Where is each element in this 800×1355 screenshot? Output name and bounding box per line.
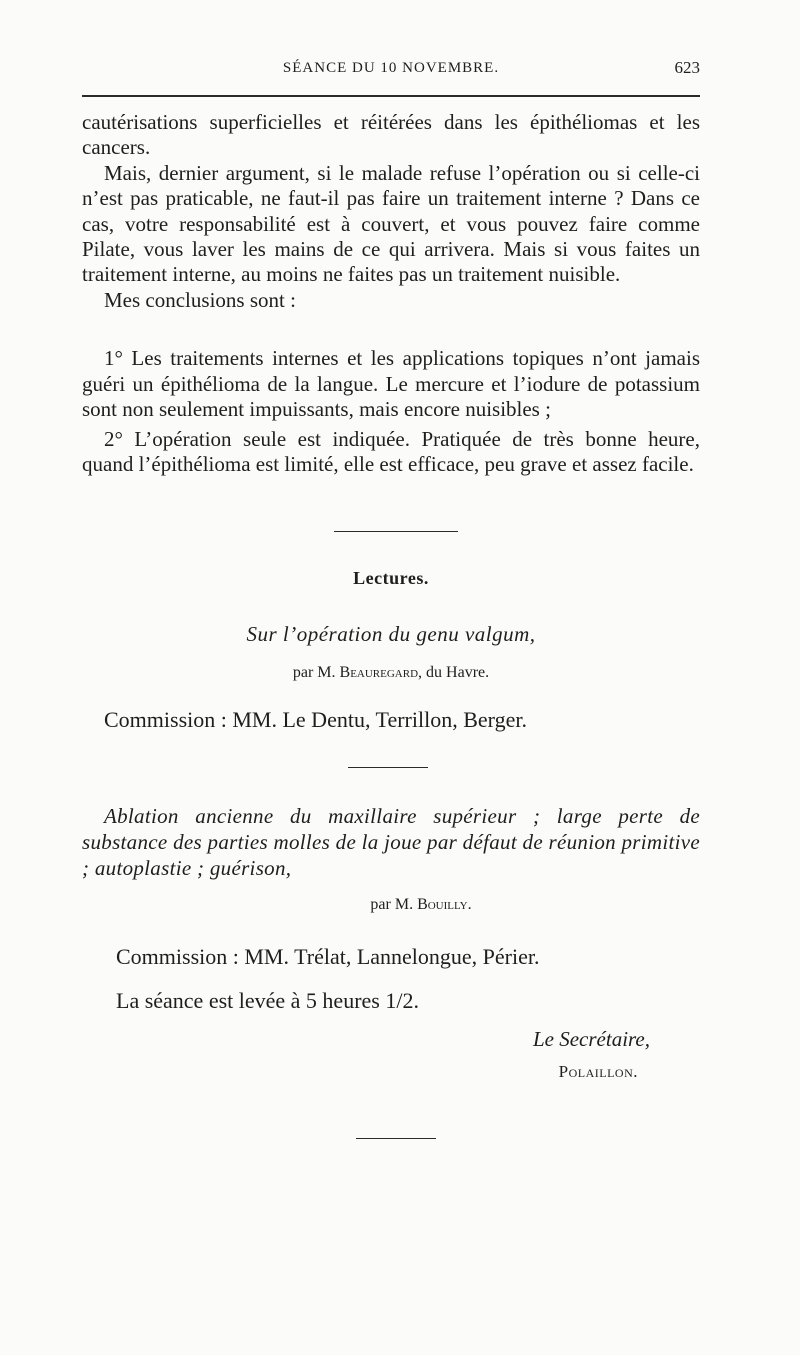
section-heading-lectures: Lectures. (353, 568, 429, 588)
lecture-2-byline (82, 896, 700, 914)
author-name: Bouilly (417, 896, 468, 913)
conclusion-1: 1° Les traitements internes et les applications topiques n’ont jamais guéri un épithélioma de la langue. Le mercure et l’iodure de potassium sont non seulement impuissants, mais encore nuisibles ; (82, 346, 700, 422)
signature-name: Polaillon. (558, 1062, 638, 1081)
running-head (82, 56, 700, 84)
lecture-1-title: Sur l’opération du genu valgum, (246, 622, 536, 646)
lecture-2-commission: Commission : MM. Trélat, Lannelongue, Périer. (116, 944, 540, 969)
byline-suffix: . (467, 896, 472, 913)
end-divider (356, 1138, 436, 1139)
closing-statement: La séance est levée à 5 heures 1/2. (116, 988, 419, 1013)
byline-suffix: , du Havre. (418, 664, 490, 681)
discussion-text (82, 110, 700, 313)
paragraph-argument: Mais, dernier argument, si le malade refuse l’opération ou si celle-ci n’est pas praticable, ne faut-il pas faire un traitement interne ? Dans ce cas, votre responsabilité est à couvert, et vous pouvez faire comme Pilate, vous laver les mains de ce qui arrivera. Mais si vous faites un traitement interne, au moins ne faites pas un traitement nuisible. (82, 160, 700, 287)
lecture-1-byline (82, 664, 700, 682)
paragraph-conclusions-intro: Mes conclusions sont : (104, 287, 296, 312)
paragraph-continuation: cautérisations superficielles et réitérées dans les épithéliomas et les cancers. (82, 110, 700, 160)
section-divider-1 (334, 531, 458, 532)
running-title: SÉANCE DU 10 NOVEMBRE. (282, 60, 500, 76)
header-rule (82, 95, 700, 97)
lecture-1-commission: Commission : MM. Le Dentu, Terrillon, Berger. (104, 707, 527, 732)
byline-prefix: par M. (370, 896, 414, 913)
page-number: 623 (674, 58, 700, 77)
section-divider-2 (348, 767, 428, 768)
conclusion-2: 2° L’opération seule est indiquée. Pratiquée de très bonne heure, quand l’épithélioma est limité, elle est efficace, peu grave et assez facile. (82, 426, 700, 477)
signature-role: Le Secrétaire, (532, 1027, 650, 1051)
byline-prefix: par M. (292, 664, 336, 681)
conclusions-list (82, 346, 700, 482)
lecture-2-title: Ablation ancienne du maxillaire supérieur ; large perte de substance des parties molles de la joue par défaut de réunion primitive ; autoplastie ; guérison, (82, 804, 700, 880)
author-name: Beauregard (339, 664, 419, 681)
